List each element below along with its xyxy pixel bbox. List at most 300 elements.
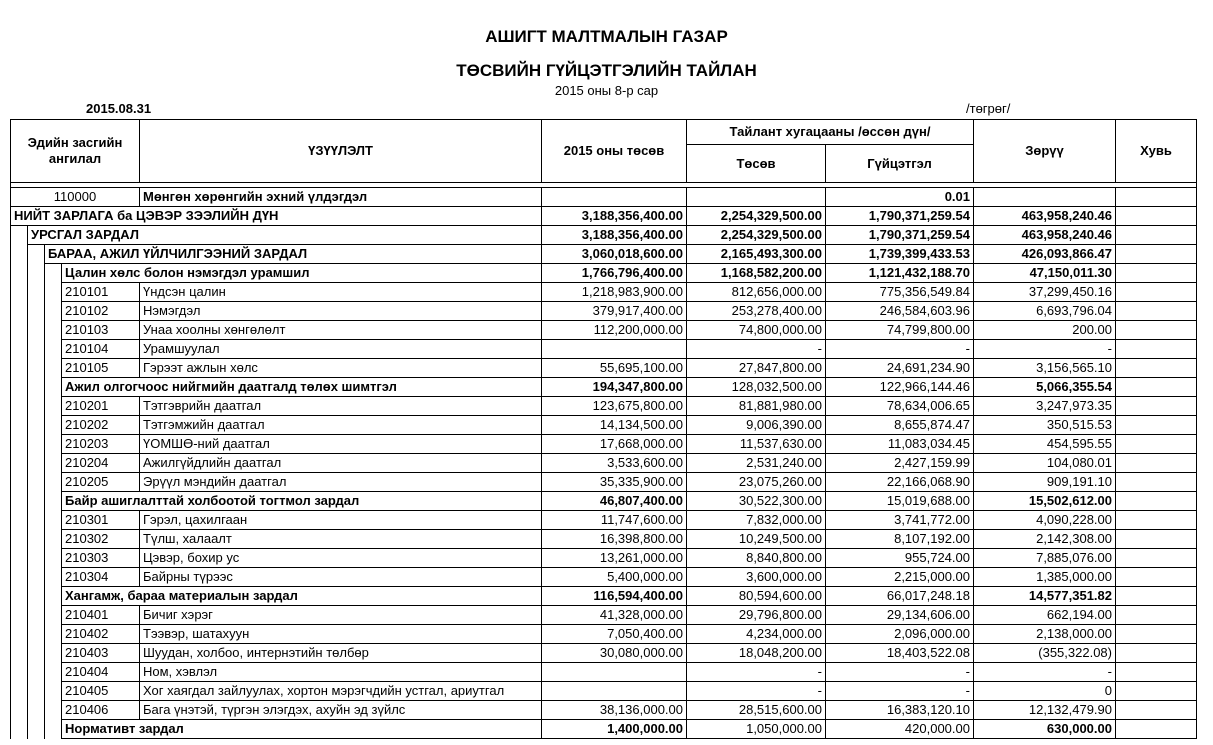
row-budget: 30,080,000.00 xyxy=(542,644,687,663)
row-name: Ном, хэвлэл xyxy=(140,663,542,682)
row-pbudget: 3,600,000.00 xyxy=(687,568,826,587)
row-budget: 7,050,400.00 xyxy=(542,625,687,644)
row-diff: 7,885,076.00 xyxy=(974,549,1116,568)
row-budget: 3,188,356,400.00 xyxy=(542,207,687,226)
table-row xyxy=(11,321,1197,340)
row-name: Ажилгүйдлийн даатгал xyxy=(140,454,542,473)
row-diff: 0 xyxy=(974,682,1116,701)
indent-cell xyxy=(28,264,45,283)
row-actual: 1,121,432,188.70 xyxy=(826,264,974,283)
indent-cell xyxy=(28,530,45,549)
col-header-diff: Зөрүү xyxy=(974,120,1116,183)
row-budget: 11,747,600.00 xyxy=(542,511,687,530)
indent-cell xyxy=(45,587,62,606)
row-budget: 194,347,800.00 xyxy=(542,378,687,397)
row-budget: 1,400,000.00 xyxy=(542,720,687,739)
table-row xyxy=(11,530,1197,549)
table-row xyxy=(11,207,1197,226)
row-budget: 1,218,983,900.00 xyxy=(542,283,687,302)
indent-cell xyxy=(11,435,28,454)
row-code: 210403 xyxy=(62,644,140,663)
indent-cell xyxy=(28,701,45,720)
row-code: 210102 xyxy=(62,302,140,321)
row-name: Урамшуулал xyxy=(140,340,542,359)
row-name: НИЙТ ЗАРЛАГА ба ЦЭВЭР ЗЭЭЛИЙН ДҮН xyxy=(11,207,542,226)
row-diff: 47,150,011.30 xyxy=(974,264,1116,283)
row-budget: 123,675,800.00 xyxy=(542,397,687,416)
row-share xyxy=(1116,644,1197,663)
indent-cell xyxy=(28,549,45,568)
row-code: 210205 xyxy=(62,473,140,492)
indent-cell xyxy=(45,283,62,302)
row-budget: 1,766,796,400.00 xyxy=(542,264,687,283)
row-share xyxy=(1116,302,1197,321)
row-budget: 3,533,600.00 xyxy=(542,454,687,473)
row-actual: 2,427,159.99 xyxy=(826,454,974,473)
row-diff: 2,138,000.00 xyxy=(974,625,1116,644)
row-pbudget: 2,165,493,300.00 xyxy=(687,245,826,264)
row-share xyxy=(1116,264,1197,283)
row-code: 210202 xyxy=(62,416,140,435)
report-title: ТӨСВИЙН ГҮЙЦЭТГЭЛИЙН ТАЙЛАН xyxy=(456,61,757,80)
indent-cell xyxy=(45,435,62,454)
table-row xyxy=(11,549,1197,568)
indent-cell xyxy=(45,720,62,739)
row-share xyxy=(1116,549,1197,568)
indent-cell xyxy=(28,435,45,454)
row-diff: - xyxy=(974,340,1116,359)
row-pbudget: 80,594,600.00 xyxy=(687,587,826,606)
row-diff: 630,000.00 xyxy=(974,720,1116,739)
row-actual: 8,107,192.00 xyxy=(826,530,974,549)
row-budget: 5,400,000.00 xyxy=(542,568,687,587)
row-actual: 74,799,800.00 xyxy=(826,321,974,340)
row-name: Гэрэл, цахилгаан xyxy=(140,511,542,530)
indent-cell xyxy=(11,416,28,435)
row-pbudget: 7,832,000.00 xyxy=(687,511,826,530)
row-pbudget: 9,006,390.00 xyxy=(687,416,826,435)
row-share xyxy=(1116,188,1197,207)
row-pbudget: 1,050,000.00 xyxy=(687,720,826,739)
row-code: 110000 xyxy=(11,188,140,207)
indent-cell xyxy=(11,682,28,701)
row-name: Унаа хоолны хөнгөлөлт xyxy=(140,321,542,340)
row-budget: 3,060,018,600.00 xyxy=(542,245,687,264)
row-name: Мөнгөн хөрөнгийн эхний үлдэгдэл xyxy=(140,188,542,207)
indent-cell xyxy=(28,340,45,359)
table-row xyxy=(11,340,1197,359)
row-budget: 46,807,400.00 xyxy=(542,492,687,511)
row-diff: 3,156,565.10 xyxy=(974,359,1116,378)
row-actual: - xyxy=(826,340,974,359)
row-actual: 29,134,606.00 xyxy=(826,606,974,625)
row-diff: 37,299,450.16 xyxy=(974,283,1116,302)
budget-table xyxy=(10,119,1197,739)
indent-cell xyxy=(11,378,28,397)
row-budget xyxy=(542,188,687,207)
row-diff: 426,093,866.47 xyxy=(974,245,1116,264)
row-share xyxy=(1116,245,1197,264)
row-name: Хангамж, бараа материалын зардал xyxy=(62,587,542,606)
row-code: 210304 xyxy=(62,568,140,587)
indent-cell xyxy=(45,701,62,720)
indent-cell xyxy=(45,340,62,359)
row-code: 210105 xyxy=(62,359,140,378)
indent-cell xyxy=(28,587,45,606)
table-row xyxy=(11,701,1197,720)
indent-cell xyxy=(28,663,45,682)
indent-cell xyxy=(11,454,28,473)
indent-cell xyxy=(11,720,28,739)
row-code: 210302 xyxy=(62,530,140,549)
row-budget: 112,200,000.00 xyxy=(542,321,687,340)
table-row xyxy=(11,454,1197,473)
row-pbudget: 8,840,800.00 xyxy=(687,549,826,568)
indent-cell xyxy=(45,359,62,378)
row-code: 210405 xyxy=(62,682,140,701)
indent-cell xyxy=(11,473,28,492)
row-pbudget: 30,522,300.00 xyxy=(687,492,826,511)
row-budget xyxy=(542,682,687,701)
row-actual: 22,166,068.90 xyxy=(826,473,974,492)
row-pbudget: 2,254,329,500.00 xyxy=(687,207,826,226)
table-row xyxy=(11,283,1197,302)
report-date: 2015.08.31 xyxy=(86,101,152,116)
row-share xyxy=(1116,397,1197,416)
col-header-period-actual: Гүйцэтгэл xyxy=(826,145,974,183)
indent-cell xyxy=(11,625,28,644)
table-row xyxy=(11,435,1197,454)
report-period: 2015 оны 8-р сар xyxy=(554,83,659,98)
indent-cell xyxy=(11,340,28,359)
row-code: 210201 xyxy=(62,397,140,416)
table-row xyxy=(11,663,1197,682)
row-diff: 5,066,355.54 xyxy=(974,378,1116,397)
row-budget: 16,398,800.00 xyxy=(542,530,687,549)
indent-cell xyxy=(45,302,62,321)
indent-cell xyxy=(11,245,28,264)
row-diff: 3,247,973.35 xyxy=(974,397,1116,416)
row-budget: 116,594,400.00 xyxy=(542,587,687,606)
row-name: Бичиг хэрэг xyxy=(140,606,542,625)
indent-cell xyxy=(11,530,28,549)
row-name: Хог хаягдал зайлуулах, хортон мэрэгчдийн устгал, ариутгал xyxy=(140,682,542,701)
row-share xyxy=(1116,416,1197,435)
col-header-share: Хувь xyxy=(1116,120,1197,183)
row-share xyxy=(1116,701,1197,720)
row-diff: 1,385,000.00 xyxy=(974,568,1116,587)
row-name: Эрүүл мэндийн даатгал xyxy=(140,473,542,492)
indent-cell xyxy=(45,264,62,283)
row-actual: 3,741,772.00 xyxy=(826,511,974,530)
row-code: 210103 xyxy=(62,321,140,340)
row-share xyxy=(1116,511,1197,530)
table-row xyxy=(11,264,1197,283)
row-actual: 122,966,144.46 xyxy=(826,378,974,397)
table-row xyxy=(11,378,1197,397)
row-name: УРСГАЛ ЗАРДАЛ xyxy=(28,226,542,245)
row-share xyxy=(1116,473,1197,492)
currency-unit: /төгрөг/ xyxy=(966,101,1011,116)
indent-cell xyxy=(28,321,45,340)
row-budget: 379,917,400.00 xyxy=(542,302,687,321)
indent-cell xyxy=(28,682,45,701)
indent-cell xyxy=(11,302,28,321)
table-row xyxy=(11,245,1197,264)
row-pbudget: 29,796,800.00 xyxy=(687,606,826,625)
row-actual: 0.01 xyxy=(826,188,974,207)
row-share xyxy=(1116,625,1197,644)
indent-cell xyxy=(45,644,62,663)
col-header-period-budget: Төсөв xyxy=(687,145,826,183)
indent-cell xyxy=(28,720,45,739)
indent-cell xyxy=(45,530,62,549)
row-pbudget: 2,254,329,500.00 xyxy=(687,226,826,245)
row-share xyxy=(1116,226,1197,245)
row-pbudget: 11,537,630.00 xyxy=(687,435,826,454)
indent-cell xyxy=(28,359,45,378)
col-header-name: ҮЗҮҮЛЭЛТ xyxy=(140,120,542,183)
row-budget xyxy=(542,340,687,359)
row-pbudget: 812,656,000.00 xyxy=(687,283,826,302)
indent-cell xyxy=(45,606,62,625)
indent-cell xyxy=(11,321,28,340)
row-name: Гэрээт ажлын хөлс xyxy=(140,359,542,378)
indent-cell xyxy=(45,378,62,397)
row-diff: 200.00 xyxy=(974,321,1116,340)
table-row xyxy=(11,606,1197,625)
row-diff: 909,191.10 xyxy=(974,473,1116,492)
row-code: 210402 xyxy=(62,625,140,644)
indent-cell xyxy=(11,283,28,302)
col-header-period: Тайлант хугацааны /өссөн дүн/ xyxy=(687,120,974,145)
indent-cell xyxy=(45,549,62,568)
row-name: Үндсэн цалин xyxy=(140,283,542,302)
row-actual: 8,655,874.47 xyxy=(826,416,974,435)
row-diff: 454,595.55 xyxy=(974,435,1116,454)
table-row xyxy=(11,568,1197,587)
row-diff: 104,080.01 xyxy=(974,454,1116,473)
row-name: Тээвэр, шатахуун xyxy=(140,625,542,644)
row-budget: 17,668,000.00 xyxy=(542,435,687,454)
row-actual: - xyxy=(826,663,974,682)
row-name: Тэтгэмжийн даатгал xyxy=(140,416,542,435)
row-share xyxy=(1116,454,1197,473)
row-name: Цалин хөлс болон нэмэгдэл урамшил xyxy=(62,264,542,283)
indent-cell xyxy=(45,663,62,682)
row-share xyxy=(1116,378,1197,397)
indent-cell xyxy=(45,416,62,435)
row-pbudget: 23,075,260.00 xyxy=(687,473,826,492)
row-actual: 66,017,248.18 xyxy=(826,587,974,606)
row-share xyxy=(1116,587,1197,606)
row-pbudget: 4,234,000.00 xyxy=(687,625,826,644)
indent-cell xyxy=(28,644,45,663)
row-code: 210404 xyxy=(62,663,140,682)
row-name: Нормативт зардал xyxy=(62,720,542,739)
row-diff: 2,142,308.00 xyxy=(974,530,1116,549)
row-name: Ажил олгогчоос нийгмийн даатгалд төлөх шимтгэл xyxy=(62,378,542,397)
report-org-title: АШИГТ МАЛТМАЛЫН ГАЗАР xyxy=(485,27,728,46)
row-name: Бага үнэтэй, түргэн элэгдэх, ахуйн эд зүйлс xyxy=(140,701,542,720)
indent-cell xyxy=(11,397,28,416)
row-name: Цэвэр, бохир ус xyxy=(140,549,542,568)
row-share xyxy=(1116,568,1197,587)
row-diff: 463,958,240.46 xyxy=(974,226,1116,245)
row-name: БАРАА, АЖИЛ ҮЙЛЧИЛГЭЭНИЙ ЗАРДАЛ xyxy=(45,245,542,264)
indent-cell xyxy=(11,606,28,625)
indent-cell xyxy=(11,568,28,587)
row-share xyxy=(1116,530,1197,549)
row-budget: 41,328,000.00 xyxy=(542,606,687,625)
indent-cell xyxy=(28,302,45,321)
table-row xyxy=(11,682,1197,701)
indent-cell xyxy=(28,378,45,397)
col-header-code: Эдийн засгийн ангилал xyxy=(11,120,140,183)
table-row xyxy=(11,397,1197,416)
table-row xyxy=(11,473,1197,492)
row-code: 210303 xyxy=(62,549,140,568)
row-actual: 246,584,603.96 xyxy=(826,302,974,321)
row-diff: 350,515.53 xyxy=(974,416,1116,435)
row-diff: 662,194.00 xyxy=(974,606,1116,625)
row-share xyxy=(1116,682,1197,701)
row-budget: 3,188,356,400.00 xyxy=(542,226,687,245)
indent-cell xyxy=(45,492,62,511)
row-pbudget: 74,800,000.00 xyxy=(687,321,826,340)
indent-cell xyxy=(11,701,28,720)
row-pbudget: - xyxy=(687,682,826,701)
row-share xyxy=(1116,492,1197,511)
row-budget: 38,136,000.00 xyxy=(542,701,687,720)
table-row xyxy=(11,492,1197,511)
row-actual: 2,096,000.00 xyxy=(826,625,974,644)
indent-cell xyxy=(28,416,45,435)
row-share xyxy=(1116,340,1197,359)
row-code: 210406 xyxy=(62,701,140,720)
table-row xyxy=(11,720,1197,739)
row-diff: - xyxy=(974,663,1116,682)
table-row xyxy=(11,644,1197,663)
row-share xyxy=(1116,321,1197,340)
row-name: Нэмэгдэл xyxy=(140,302,542,321)
row-actual: 16,383,120.10 xyxy=(826,701,974,720)
indent-cell xyxy=(28,606,45,625)
row-actual: 11,083,034.45 xyxy=(826,435,974,454)
row-code: 210203 xyxy=(62,435,140,454)
indent-cell xyxy=(45,511,62,530)
row-name: Тэтгэврийн даатгал xyxy=(140,397,542,416)
row-diff: 6,693,796.04 xyxy=(974,302,1116,321)
row-share xyxy=(1116,606,1197,625)
row-share xyxy=(1116,207,1197,226)
row-budget: 55,695,100.00 xyxy=(542,359,687,378)
row-share xyxy=(1116,720,1197,739)
indent-cell xyxy=(45,321,62,340)
indent-cell xyxy=(11,359,28,378)
row-share xyxy=(1116,283,1197,302)
indent-cell xyxy=(11,492,28,511)
indent-cell xyxy=(45,454,62,473)
row-actual: 24,691,234.90 xyxy=(826,359,974,378)
row-pbudget: 18,048,200.00 xyxy=(687,644,826,663)
indent-cell xyxy=(45,397,62,416)
row-diff: 4,090,228.00 xyxy=(974,511,1116,530)
row-budget xyxy=(542,663,687,682)
row-pbudget: - xyxy=(687,663,826,682)
indent-cell xyxy=(28,454,45,473)
row-pbudget: 28,515,600.00 xyxy=(687,701,826,720)
indent-cell xyxy=(45,682,62,701)
indent-cell xyxy=(28,511,45,530)
row-diff: 15,502,612.00 xyxy=(974,492,1116,511)
row-budget: 13,261,000.00 xyxy=(542,549,687,568)
row-pbudget: 1,168,582,200.00 xyxy=(687,264,826,283)
row-actual: 15,019,688.00 xyxy=(826,492,974,511)
row-name: Шуудан, холбоо, интернэтийн төлбөр xyxy=(140,644,542,663)
row-actual: 1,790,371,259.54 xyxy=(826,207,974,226)
row-pbudget: 81,881,980.00 xyxy=(687,397,826,416)
row-actual: - xyxy=(826,682,974,701)
row-share xyxy=(1116,359,1197,378)
indent-cell xyxy=(28,245,45,264)
table-row xyxy=(11,188,1197,207)
row-actual: 18,403,522.08 xyxy=(826,644,974,663)
row-pbudget: 253,278,400.00 xyxy=(687,302,826,321)
row-code: 210204 xyxy=(62,454,140,473)
indent-cell xyxy=(11,511,28,530)
table-row xyxy=(11,302,1197,321)
row-pbudget: 10,249,500.00 xyxy=(687,530,826,549)
row-actual: 2,215,000.00 xyxy=(826,568,974,587)
indent-cell xyxy=(28,492,45,511)
row-share xyxy=(1116,663,1197,682)
row-diff: 12,132,479.90 xyxy=(974,701,1116,720)
row-code: 210401 xyxy=(62,606,140,625)
row-pbudget xyxy=(687,188,826,207)
row-budget: 35,335,900.00 xyxy=(542,473,687,492)
indent-cell xyxy=(11,663,28,682)
col-header-budget2015: 2015 оны төсөв xyxy=(542,120,687,183)
row-diff: 463,958,240.46 xyxy=(974,207,1116,226)
indent-cell xyxy=(45,473,62,492)
row-diff: 14,577,351.82 xyxy=(974,587,1116,606)
row-pbudget: 2,531,240.00 xyxy=(687,454,826,473)
indent-cell xyxy=(11,264,28,283)
indent-cell xyxy=(28,568,45,587)
row-actual: 1,739,399,433.53 xyxy=(826,245,974,264)
row-diff xyxy=(974,188,1116,207)
row-name: ҮОМШӨ-ний даатгал xyxy=(140,435,542,454)
row-name: Түлш, халаалт xyxy=(140,530,542,549)
table-row xyxy=(11,511,1197,530)
row-actual: 420,000.00 xyxy=(826,720,974,739)
row-pbudget: - xyxy=(687,340,826,359)
indent-cell xyxy=(45,568,62,587)
indent-cell xyxy=(28,283,45,302)
indent-cell xyxy=(11,644,28,663)
row-pbudget: 128,032,500.00 xyxy=(687,378,826,397)
row-name: Байр ашиглалттай холбоотой тогтмол зардал xyxy=(62,492,542,511)
indent-cell xyxy=(11,226,28,245)
row-code: 210301 xyxy=(62,511,140,530)
indent-cell xyxy=(28,397,45,416)
indent-cell xyxy=(28,625,45,644)
indent-cell xyxy=(11,587,28,606)
row-actual: 78,634,006.65 xyxy=(826,397,974,416)
table-row xyxy=(11,416,1197,435)
row-pbudget: 27,847,800.00 xyxy=(687,359,826,378)
